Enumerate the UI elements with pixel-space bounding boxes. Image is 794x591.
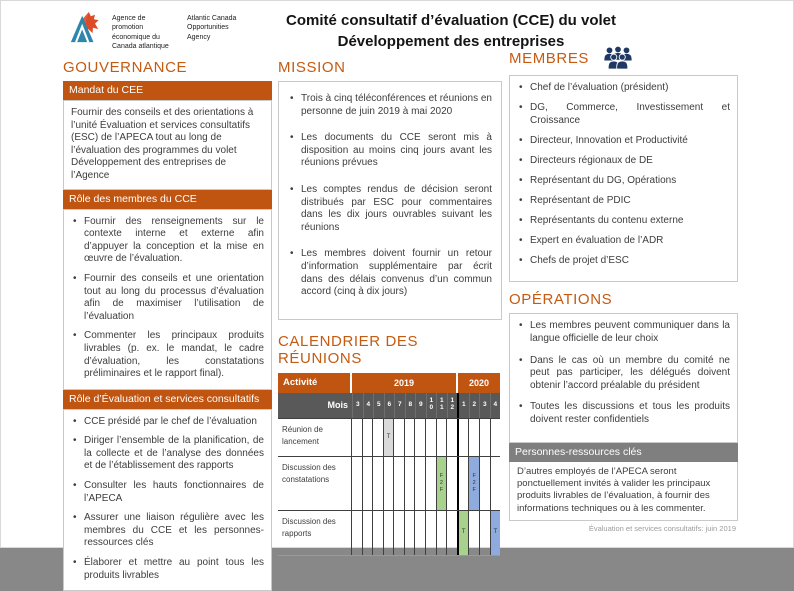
calendar-mark-cell: T [383, 419, 394, 456]
list-item: • Expert en évaluation de l’ADR [517, 235, 730, 248]
calendar-mark-cell: T [457, 511, 469, 555]
calendar-years [352, 373, 500, 393]
calendar-table [278, 373, 500, 556]
list-item: • Les comptes rendus de décision seront distribués par ESC pour commentaires dans les dix jours ouvrables suivant les réunions [288, 184, 492, 234]
calendar-row-label: Discussion des constatations [278, 457, 352, 510]
mission-heading: MISSION [278, 59, 346, 76]
governance-heading: GOUVERNANCE [63, 59, 188, 76]
personnes-bar: Personnes-ressources clés [509, 443, 738, 462]
role-esc-list [63, 409, 272, 591]
list-item: • Représentant de PDIC [517, 195, 730, 208]
month-cell: 10 [426, 393, 437, 418]
mission-column [278, 59, 502, 556]
list-item: • Consulter les hauts fonctionnaires de l’APECA [71, 480, 264, 505]
calendar-month-row [278, 393, 500, 418]
calendar-row-label: Réunion de lancement [278, 419, 352, 456]
people-group-icon [601, 45, 635, 71]
mission-list [278, 81, 502, 320]
membres-list [509, 75, 738, 282]
calendar-year-2019: 2019 [352, 373, 458, 393]
list-item: • Chef de l’évaluation (président) [517, 82, 730, 95]
role-membres-section [63, 190, 272, 390]
month-cell: 4 [490, 393, 501, 418]
month-cell: 9 [415, 393, 426, 418]
role-membres-bar: Rôle des membres du CCE [63, 190, 272, 209]
month-cell: 8 [405, 393, 416, 418]
logo-text-french: Agence de promotion économique du Canada atlantique [112, 15, 169, 51]
list-item: • Fournir des renseignements sur le contexte interne et externe afin d’appuyer la conception et la mise en œuvre de l’évaluation. [71, 216, 264, 266]
month-cell: 6 [384, 393, 395, 418]
month-cell: 11 [436, 393, 447, 418]
calendar-year-2020: 2020 [458, 373, 500, 393]
list-item: • Directeurs régionaux de DE [517, 155, 730, 168]
logo-text-english: Atlantic Canada Opportunities Agency [187, 15, 237, 41]
role-membres-list [63, 209, 272, 390]
list-item: • Représentants du contenu externe [517, 215, 730, 228]
list-item: • Diriger l’ensemble de la planification, de la collecte et de l’analyse des données et de l’établissement des rapports [71, 435, 264, 473]
month-cell: 2 [469, 393, 480, 418]
list-item: • Les documents du CCE seront mis à disposition au moins cinq jours avant les réunions prévues [288, 132, 492, 170]
list-item: • Représentant du DG, Opérations [517, 175, 730, 188]
mandat-text: Fournir des conseils et des orientations à l’unité Évaluation et services consultatifs (ESC) de l’APECA tout au long de l’évaluation des programmes du volet Développement des entreprises de l’Agence [63, 100, 272, 190]
calendar-activity-header: Activité [278, 373, 352, 393]
membres-header [509, 45, 738, 71]
calendar-mois-header: Mois [327, 400, 348, 411]
calendar-heading: CALENDRIER DES RÉUNIONS [278, 332, 419, 367]
list-item: • Les membres doivent fournir un retour d’information supplémentaire par écrit dans des délais convenus d’un commun accord (cinq à dix jours) [288, 248, 492, 298]
acoa-logo [67, 11, 241, 52]
membres-column [509, 45, 738, 533]
personnes-text: D’autres employés de l’APECA seront ponctuellement invités à valider les principaux produits livrables de l’évaluation, à fournir des informations techniques ou à les commenter. [509, 462, 738, 521]
page-title-line1: Comité consultatif d’évaluation (CCE) du volet [285, 12, 617, 29]
list-item: • Fournir des conseils et une orientation tout au long du processus d’évaluation afin de maximiser l’utilisation de l’évaluation [71, 273, 264, 323]
list-item: • Les membres peuvent communiquer dans la langue officielle de leur choix [517, 320, 730, 345]
month-cell: 3 [352, 393, 363, 418]
operations-list [509, 313, 738, 442]
list-item: • Assurer une liaison régulière avec les membres du CCE et les personnes-ressources clés [71, 512, 264, 550]
calendar-row [278, 510, 500, 556]
calendar-mark-cell: F2F [468, 457, 479, 510]
role-esc-bar: Rôle d’Évaluation et services consultatifs [63, 390, 272, 409]
calendar-row [278, 418, 500, 456]
list-item: • Directeur, Innovation et Productivité [517, 135, 730, 148]
calendar-row [278, 456, 500, 510]
list-item: • Chefs de projet d’ESC [517, 255, 730, 268]
calendar-mark-cell: T [490, 511, 501, 555]
list-item: • DG, Commerce, Investissement et Croissance [517, 102, 730, 127]
list-item: • Commenter les principaux produits livrables (p. ex. le mandat, le cadre d’évaluation, les constatations préliminaires et le rapport final). [71, 330, 264, 380]
operations-heading: OPÉRATIONS [509, 291, 613, 309]
list-item: • Toutes les discussions et tous les produits doivent rester confidentiels [517, 401, 730, 426]
month-cell: 4 [363, 393, 374, 418]
calendar-month-cells [352, 393, 500, 418]
list-item: • Élaborer et mettre au point tous les produits livrables [71, 557, 264, 582]
month-cell: 7 [394, 393, 405, 418]
list-item: • Trois à cinq téléconférences et réunions en personne de juin 2019 à mai 2020 [288, 93, 492, 118]
mandat-section [63, 81, 272, 190]
acoa-maple-leaf-icon [67, 11, 103, 45]
calendar-year-row [278, 373, 500, 393]
governance-column [63, 59, 272, 591]
list-item: • Dans le cas où un membre du comité ne peut pas participer, les délégués doivent obtenir l’accord préalable du président [517, 355, 730, 393]
membres-heading: MEMBRES [509, 49, 590, 67]
month-cell: 3 [479, 393, 490, 418]
calendar-row-label: Discussion des rapports [278, 511, 352, 555]
month-cell: 1 [457, 393, 469, 418]
month-cell: 5 [373, 393, 384, 418]
list-item: • CCE présidé par le chef de l’évaluation [71, 416, 264, 429]
footer-note: Évaluation et services consultatifs: juin 2019 [588, 523, 736, 533]
role-esc-section [63, 390, 272, 591]
page-title-line2: Développement des entreprises [337, 33, 565, 50]
mandat-bar: Mandat du CEE [63, 81, 272, 100]
calendar-mark-cell: F2F [436, 457, 447, 510]
month-cell: 12 [447, 393, 458, 418]
